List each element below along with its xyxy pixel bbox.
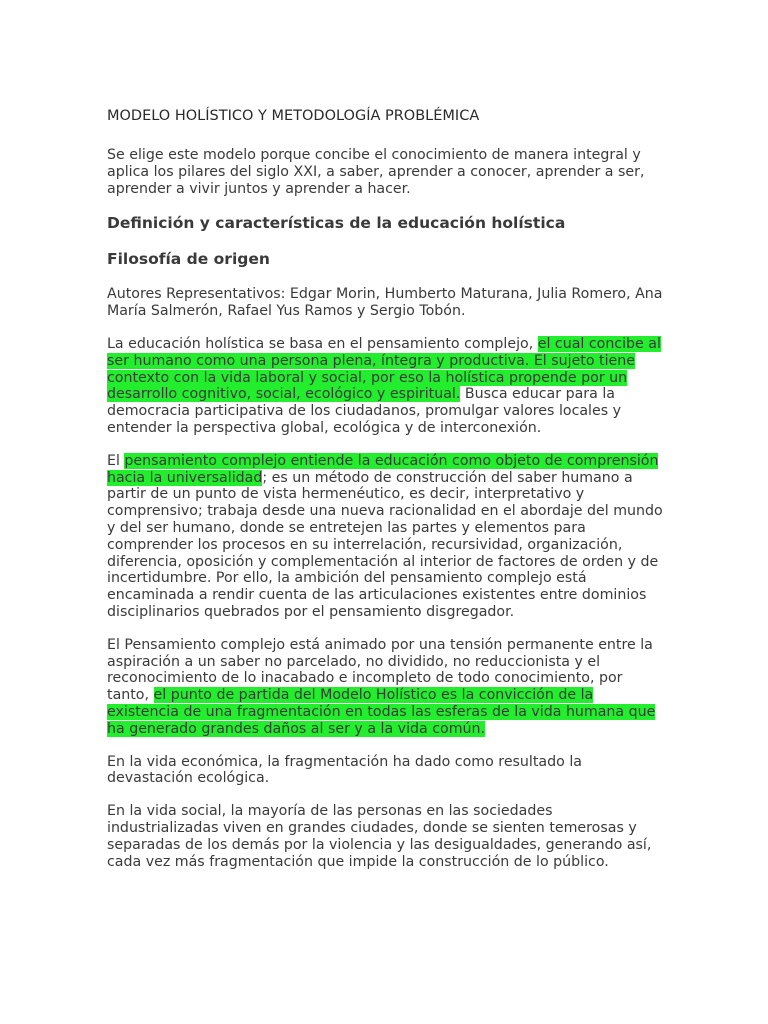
p3-highlight: el punto de partida del Modelo Holístico es la convicción de la existencia de una fragmentación en todas las esferas de la vida humana que ha generado grandes daños al ser y a la vida común.: [107, 687, 656, 737]
paragraph-complex-thinking: [107, 453, 667, 621]
authors-paragraph: Autores Representativos: Edgar Morin, Humberto Maturana, Julia Romero, Ana María Salmerón, Rafael Yus Ramos y Sergio Tobón.: [107, 286, 663, 320]
paragraph-holistic-education: [107, 336, 667, 437]
p2-highlight: pensamiento complejo entiende la educación como objeto de comprensión hacia la universalidad: [107, 452, 659, 486]
document-title: MODELO HOLÍSTICO Y METODOLOGÍA PROBLÉMICA: [107, 108, 480, 124]
p2-text-end: ; es un método de construcción del saber humano a partir de un punto de vista hermenéutico, es decir, interpretativo y comprensivo; trabaja desde una nueva racionalidad en el abordaje del mundo y del ser humano, donde se entretejen las partes y elementos para comprender los procesos en su interrelación, recursividad, organización, diferencia, oposición y complementación al interior de factores de orden y de incertidumbre. Por ello, la ambición del pensamiento complejo está encaminada a rendir cuenta de las articulaciones existentes entre dominios disciplinarios quebrados por el pensamiento disgregador.: [107, 469, 663, 620]
p3-text-start: El Pensamiento complejo está animado por una tensión permanente entre la aspiración a un saber no parcelado, no dividido, no reduccionista y el reconocimiento de lo inacabado e incompleto de todo conocimiento, por tanto,: [107, 636, 653, 704]
intro-paragraph: Se elige este modelo porque concibe el conocimiento de manera integral y aplica los pilares del siglo XXI, a saber, aprender a conocer, aprender a ser, aprender a vivir juntos y aprender a hacer.: [107, 147, 645, 197]
p1-text-start: La educación holística se basa en el pensamiento complejo,: [107, 335, 538, 352]
heading-definition: Definición y características de la educación holística: [107, 214, 566, 233]
p1-text-end: Busca educar para la democracia participativa de los ciudadanos, promulgar valores locales y entender la perspectiva global, ecológica y de interconexión.: [107, 386, 622, 436]
document-body: [107, 108, 667, 870]
p2-text-start: El: [107, 452, 125, 469]
paragraph-social-life: En la vida social, la mayoría de las personas en las sociedades industrializadas viven en grandes ciudades, donde se sienten temerosas y separadas de los demás por la violencia y las desigualdades, generando así, cada vez más fragmentación que impide la construcción de lo público.: [107, 803, 652, 870]
paragraph-tension: [107, 637, 667, 738]
p1-highlight: el cual concibe al ser humano como una persona plena, íntegra y productiva. El sujeto tiene contexto con la vida laboral y social, por eso la holística propende por un desarrollo cognitivo, social, ecológico y espiritual.: [107, 335, 661, 403]
paragraph-economic-life: En la vida económica, la fragmentación ha dado como resultado la devastación ecológica.: [107, 753, 582, 787]
heading-origin: Filosofía de origen: [107, 250, 270, 269]
